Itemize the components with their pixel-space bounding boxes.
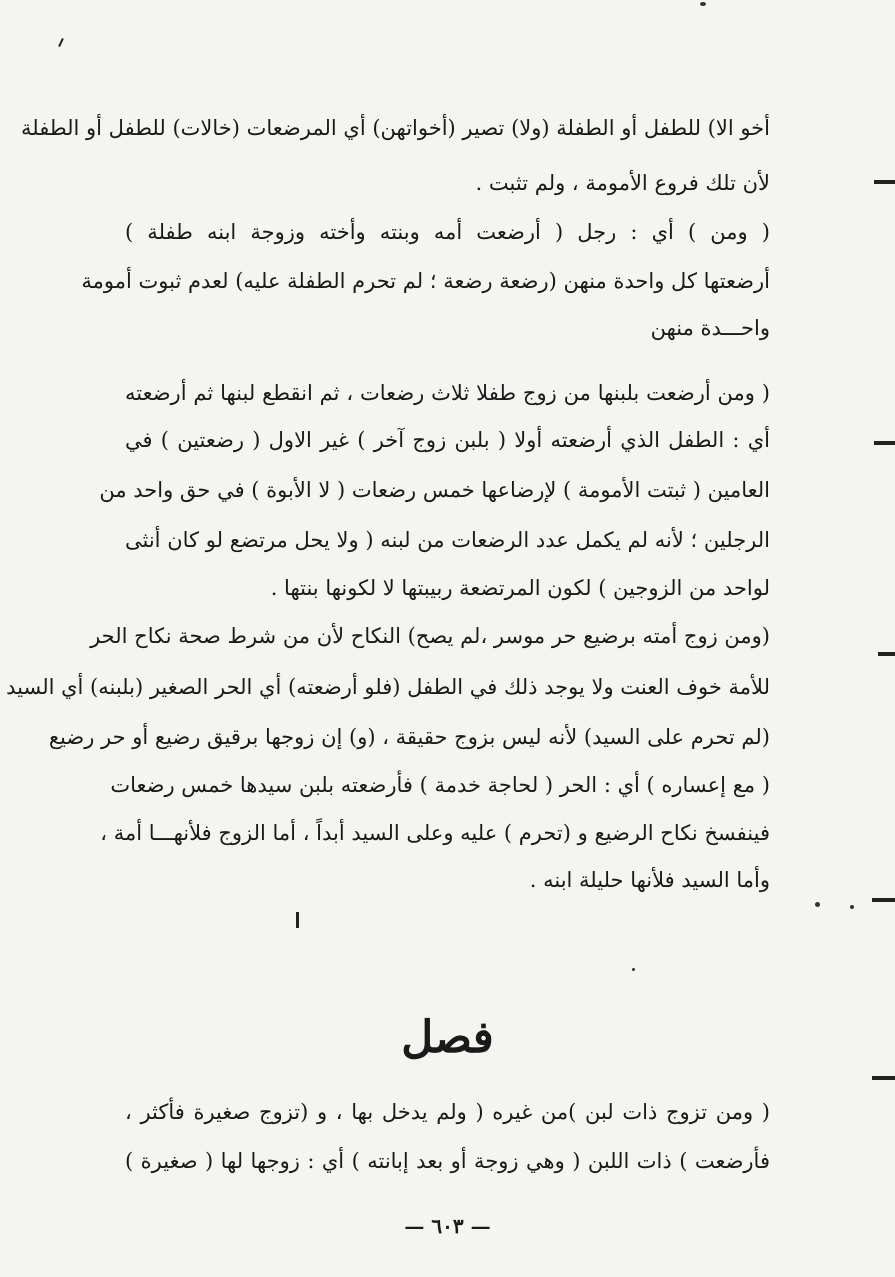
margin-mark — [874, 180, 895, 184]
text-line: ( مع إعساره ) أي : الحر ( لحاجة خدمة ) فأرضعته بلبن سيدها خمس رضعات — [110, 773, 770, 797]
text-line: الرجلين ؛ لأنه لم يكمل عدد الرضعات من لبنه ( ولا يحل مرتضع لو كان أنثى — [125, 528, 770, 552]
ink-speck — [700, 2, 706, 6]
ink-speck — [850, 905, 854, 909]
text-line: ( ومن ) أي : رجل ( أرضعت أمه وبنته وأخته وزوجة ابنه طفلة ) — [125, 220, 770, 244]
text-line: لأن تلك فروع الأمومة ، ولم تثبت . — [475, 171, 770, 195]
text-line: أخو الا) للطفل أو الطفلة (ولا) تصير (أخواتهن) أي المرضعات (خالات) للطفل أو الطفلة — [21, 116, 770, 140]
ink-speck — [815, 902, 820, 907]
text-line: العامين ( ثبتت الأمومة ) لإرضاعها خمس رضعات ( لا الأبوة ) في حق واحد من — [99, 478, 770, 502]
text-line: (لم تحرم على السيد) لأنه ليس بزوج حقيقة ، (و) إن زوجها برقيق رضيع أو حر رضيع — [48, 725, 770, 749]
text-line: (ومن زوج أمته برضيع حر موسر ،لم يصح) النكاح لأن من شرط صحة نكاح الحر — [90, 624, 770, 648]
text-line: ( ومن تزوج ذات لبن )من غيره ( ولم يدخل بها ، و (تزوج صغيرة فأكثر ، — [125, 1100, 770, 1124]
text-line: أي : الطفل الذي أرضعته أولا ( بلبن زوج آخر ) غير الاول ( رضعتين ) في — [125, 428, 770, 452]
margin-mark — [878, 652, 895, 656]
text-line: واحـــدة منهن — [650, 316, 770, 340]
ink-stroke — [58, 38, 64, 47]
text-line: ( ومن أرضعت بلبنها من زوج طفلا ثلاث رضعات ، ثم انقطع لبنها ثم أرضعته — [125, 381, 770, 405]
margin-mark — [872, 898, 895, 902]
ink-stroke — [296, 912, 299, 928]
text-line: أرضعتها كل واحدة منهن (رضعة رضعة ؛ لم تحرم الطفلة عليه) لعدم ثبوت أمومة — [81, 269, 770, 293]
page-number: — ٦٠٣ — — [404, 1214, 491, 1238]
margin-mark — [874, 441, 895, 445]
text-line: وأما السيد فلأنها حليلة ابنه . — [529, 868, 770, 892]
text-line: للأمة خوف العنت ولا يوجد ذلك في الطفل (فلو أرضعته) أي الحر الصغير (بلبنه) أي السيد — [6, 675, 770, 699]
text-line: فينفسخ نكاح الرضيع و (تحرم ) عليه وعلى السيد أبداً ، أما الزوج فلأنهـــا أمة ، — [100, 821, 770, 845]
text-line: لواحد من الزوجين ) لكون المرتضعة ربيبتها لا لكونها بنتها . — [270, 576, 770, 600]
text-line: فأرضعت ) ذات اللبن ( وهي زوجة أو بعد إبانته ) أي : زوجها لها ( صغيرة ) — [125, 1149, 770, 1173]
margin-mark — [872, 1076, 895, 1080]
ink-speck — [632, 968, 635, 971]
section-title: فصل — [401, 1012, 494, 1063]
